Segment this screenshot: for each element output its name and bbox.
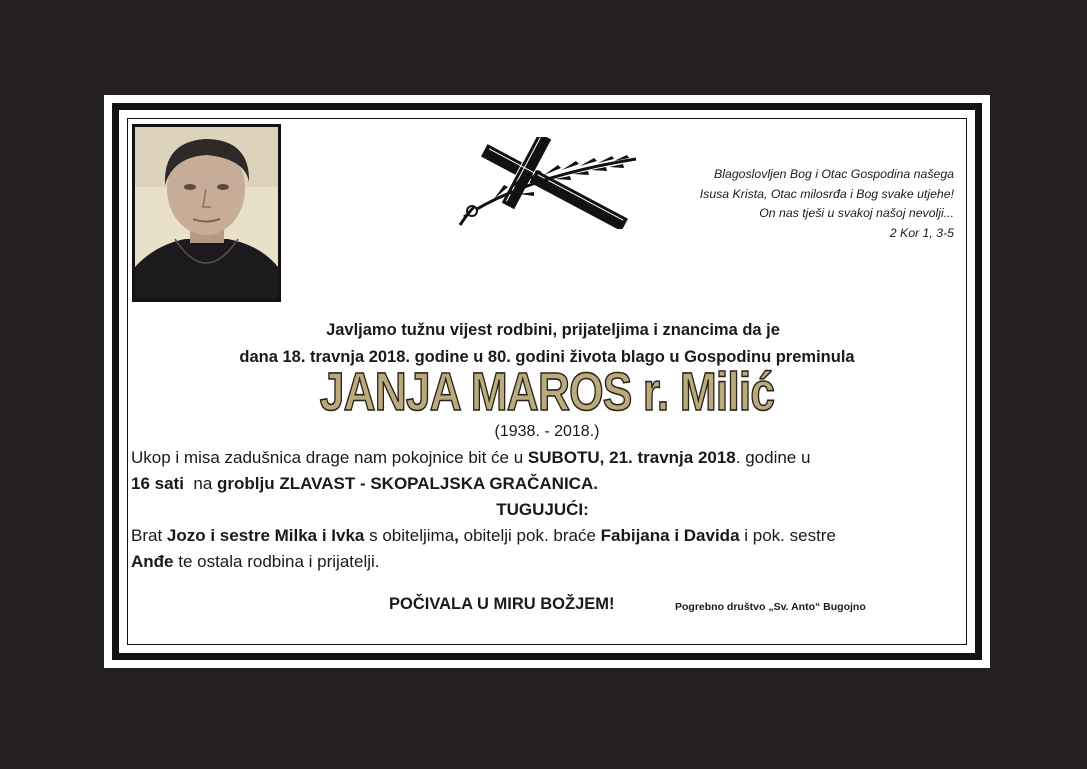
obituary-body	[131, 445, 954, 575]
funeral-line-2	[131, 471, 954, 497]
verse-line-3: On nas tješi u svakoj našoj nevolji...	[759, 206, 954, 220]
mourners-line-1	[131, 523, 954, 549]
funeral-day: SUBOTU, 21. travnja 2018	[527, 448, 736, 467]
funeral-text-1: Ukop i misa zadušnica drage nam pokojnice bit će u	[131, 448, 528, 467]
verse-line-1: Blagoslovljen Bog i Otac Gospodina našega	[714, 167, 954, 181]
cross-with-palm-icon	[454, 137, 644, 229]
bible-verse	[624, 165, 954, 243]
deceased-name: JANJA MAROS r. Milić	[319, 362, 775, 422]
mourners-siblings: Jozo i sestre Milka i Ivka	[166, 526, 365, 545]
rest-in-peace: POČIVALA U MIRU BOŽJEM!	[389, 595, 615, 613]
intro-line-2: dana 18. travnja 2018. godine u 80. godini života blago u Gospodinu preminula	[239, 348, 855, 366]
funeral-text-2: . godine u	[735, 448, 811, 467]
mourners-brothers: Fabijana i Davida	[600, 526, 740, 545]
mourners-line-2	[131, 549, 954, 575]
funeral-text-3: na	[183, 474, 218, 493]
funeral-time: 16 sati	[131, 474, 184, 493]
mourners-text-4: i pok. sestre	[739, 526, 836, 545]
portrait-photo	[132, 124, 281, 302]
mourners-text-2: s obiteljima	[364, 526, 455, 545]
mourners-heading: TUGUJUĆI:	[496, 500, 589, 519]
mourners-text-1: Brat	[131, 526, 167, 545]
verse-line-2: Isusa Krista, Otac milosrđa i Bog svake utjehe!	[699, 186, 954, 201]
mourners-text-5: te ostala rodbina i prijatelji.	[173, 552, 380, 571]
mourners-comma: ,	[454, 526, 459, 545]
funeral-home: Pogrebno društvo „Sv. Anto“ Bugojno	[675, 601, 866, 613]
obituary-sheet	[104, 95, 990, 668]
verse-reference: 2 Kor 1, 3-5	[889, 225, 954, 240]
life-years: (1938. - 2018.)	[494, 423, 600, 440]
portrait-image	[135, 127, 278, 299]
mourners-sister: Anđe	[131, 552, 174, 571]
funeral-place: groblju ZLAVAST - SKOPALJSKA GRAČANICA.	[217, 474, 598, 493]
mourners-text-3: obitelji pok. braće	[458, 526, 601, 545]
funeral-line-1	[131, 445, 954, 471]
intro-line-1: Javljamo tužnu vijest rodbini, prijateljima i znancima da je	[326, 321, 780, 339]
